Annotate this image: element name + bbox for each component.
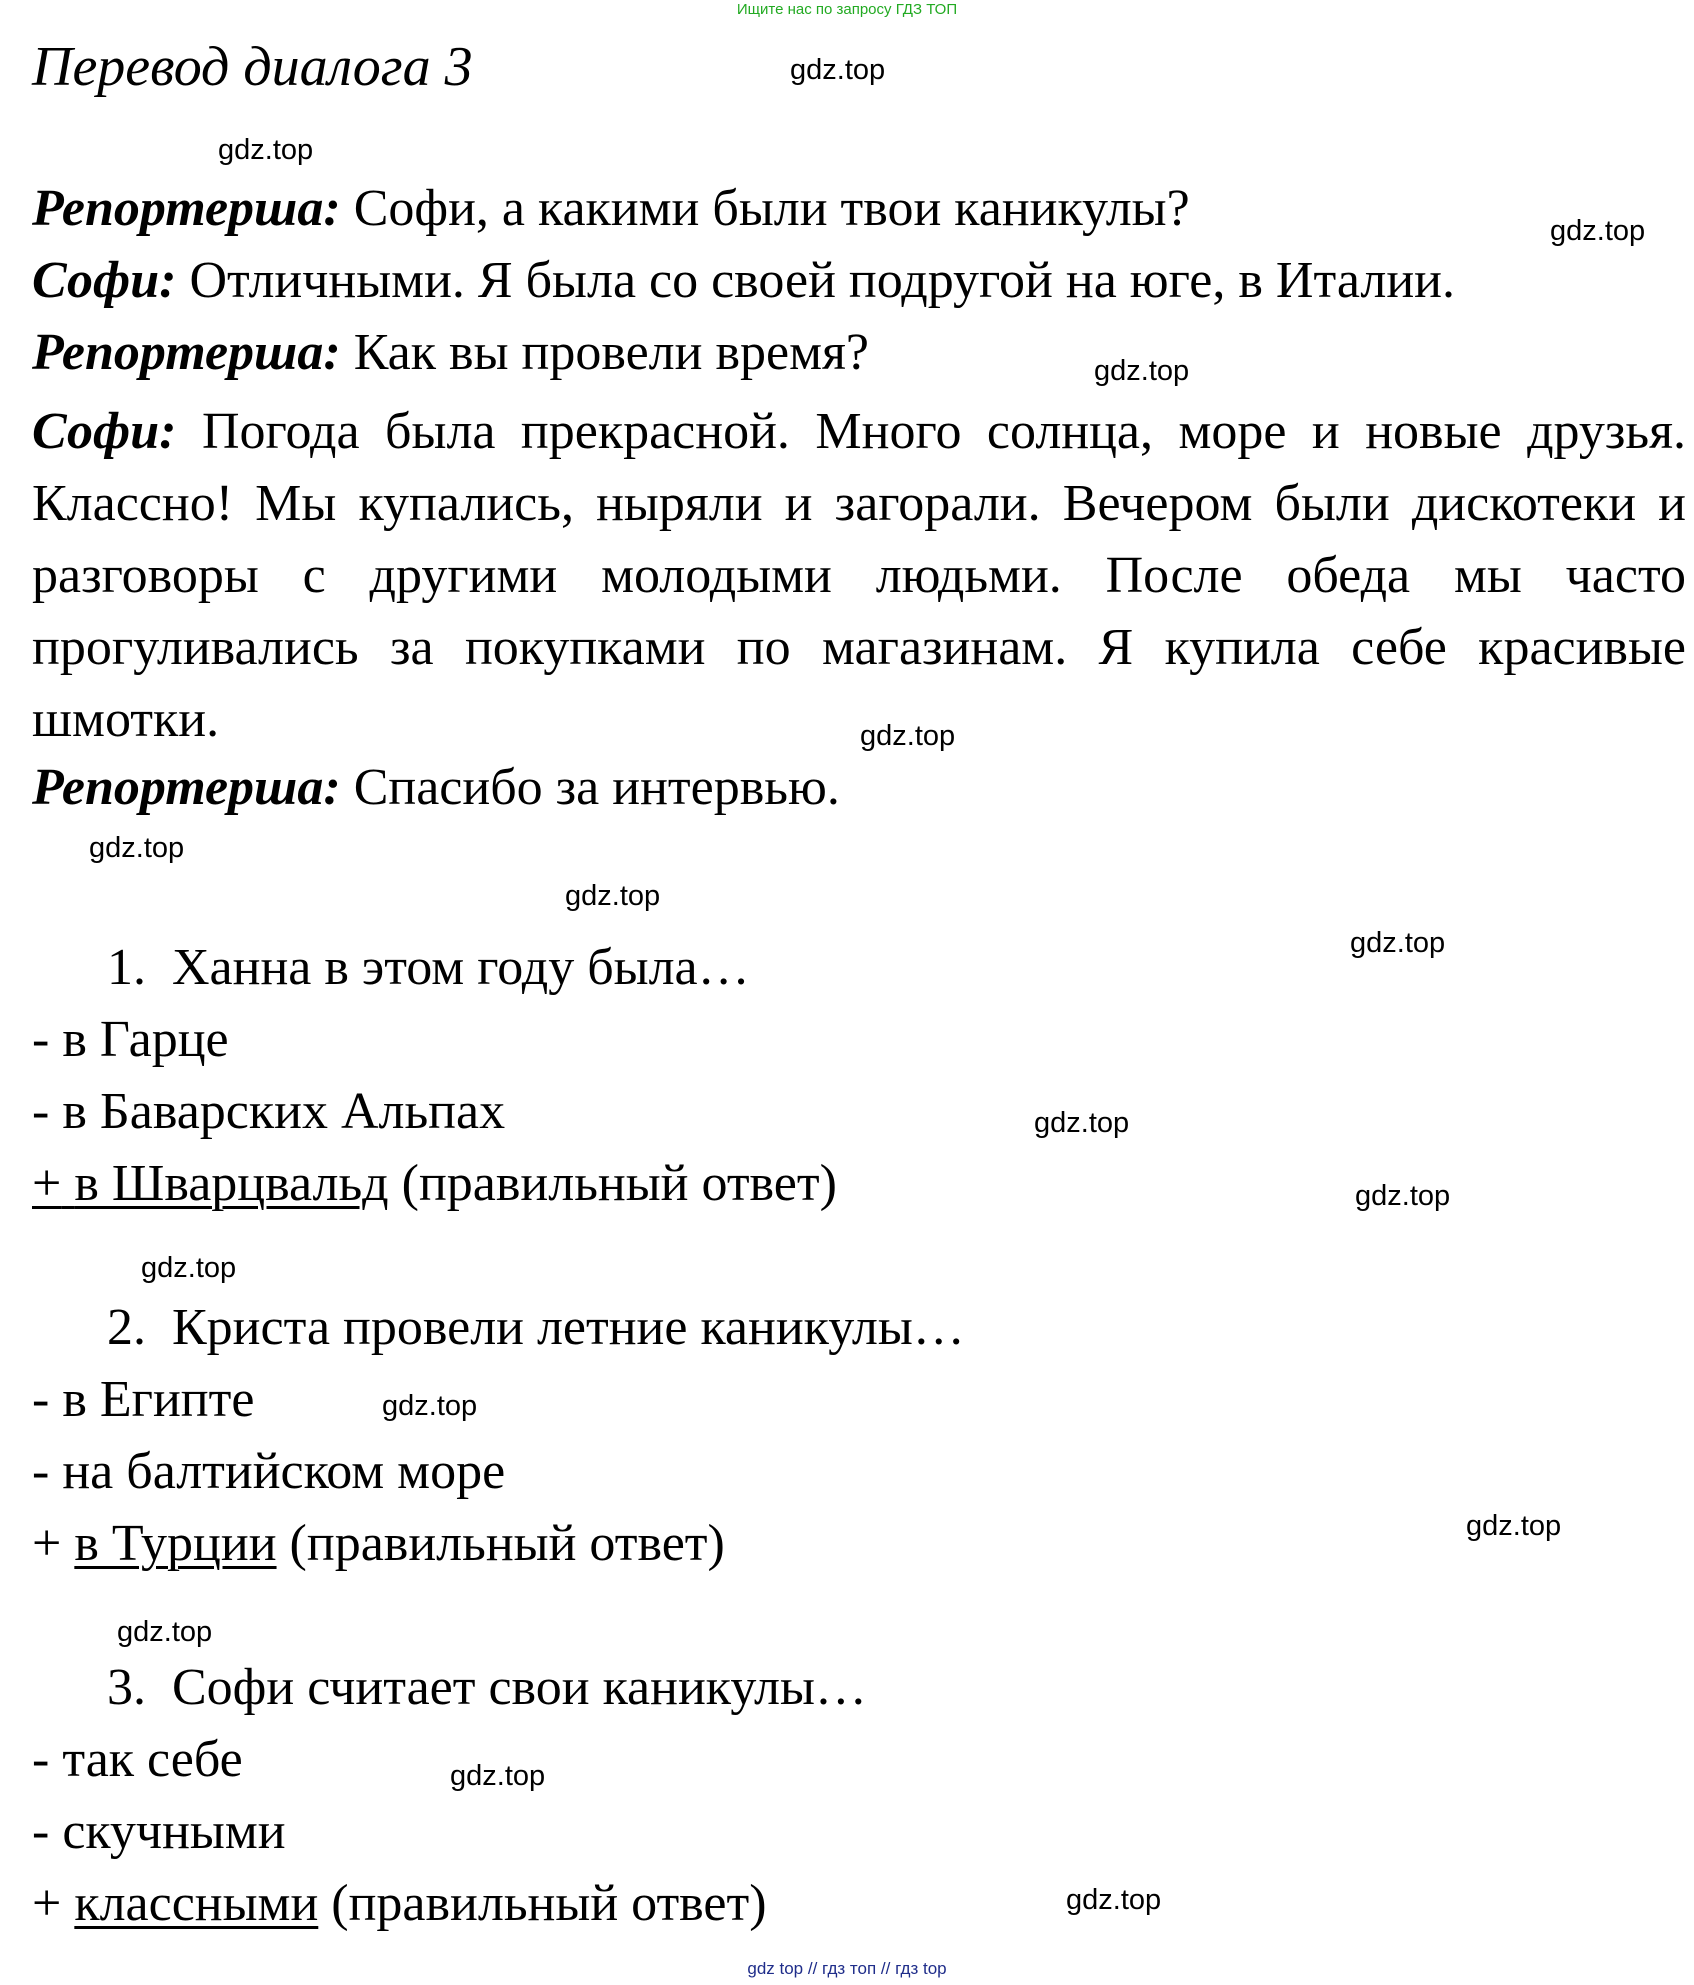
question-text: Софи считает свои каникулы… bbox=[172, 1659, 867, 1716]
question-number: 1. bbox=[107, 939, 146, 996]
question-number: 3. bbox=[107, 1659, 146, 1716]
question-text: Ханна в этом году была… bbox=[172, 939, 750, 996]
correct-answer-note: (правильный ответ) bbox=[401, 1155, 837, 1212]
watermark: gdz.top bbox=[860, 720, 956, 752]
option-marker: - bbox=[32, 1083, 50, 1140]
correct-answer-text: + в Шварцвальд bbox=[32, 1155, 389, 1212]
watermark: gdz.top bbox=[382, 1390, 478, 1422]
dialogue-line-2 bbox=[32, 245, 1686, 317]
speaker-label: Репортерша: bbox=[32, 759, 341, 816]
option-marker: - bbox=[32, 1731, 50, 1788]
correct-answer-note: (правильный ответ) bbox=[289, 1515, 725, 1572]
watermark: gdz.top bbox=[117, 1616, 213, 1648]
watermark: gdz.top bbox=[89, 832, 185, 864]
option-marker: - bbox=[32, 1803, 50, 1860]
watermark: gdz.top bbox=[1550, 215, 1646, 247]
dialogue-line-3 bbox=[32, 317, 1686, 389]
footer-separator: // bbox=[807, 1959, 818, 1978]
correct-answer-note: (правильный ответ) bbox=[331, 1875, 767, 1932]
bottom-footer bbox=[0, 1958, 1694, 1980]
option-marker: - bbox=[32, 1371, 50, 1428]
option-text: в Баварских Альпах bbox=[62, 1083, 506, 1140]
question-3 bbox=[107, 1652, 1694, 1724]
option-text: скучными bbox=[62, 1803, 286, 1860]
watermark: gdz.top bbox=[450, 1760, 546, 1792]
speaker-label: Репортерша: bbox=[32, 180, 341, 237]
watermark: gdz.top bbox=[1350, 927, 1446, 959]
watermark: gdz.top bbox=[1355, 1180, 1451, 1212]
correct-answer-marker: + bbox=[32, 1515, 62, 1572]
correct-answer-text: классными bbox=[74, 1875, 319, 1932]
dialogue-text: Софи, а какими были твои каникулы? bbox=[353, 180, 1190, 237]
dialogue-line-1 bbox=[32, 173, 1686, 245]
question-2 bbox=[107, 1292, 1694, 1364]
dialogue-line-4 bbox=[32, 396, 1686, 756]
watermark: gdz.top bbox=[1094, 355, 1190, 387]
option-text: в Египте bbox=[62, 1371, 255, 1428]
answer-option bbox=[32, 1436, 1686, 1508]
option-marker: - bbox=[32, 1011, 50, 1068]
answer-option bbox=[32, 1364, 1686, 1436]
footer-item: гдз топ bbox=[822, 1959, 877, 1978]
page-title: Перевод диалога 3 bbox=[32, 36, 473, 98]
watermark: gdz.top bbox=[1066, 1884, 1162, 1916]
dialogue-text: Спасибо за интервью. bbox=[353, 759, 840, 816]
dialogue-text: Отличными. Я была со своей подругой на юге, в Италии. bbox=[189, 252, 1455, 309]
speaker-label: Софи: bbox=[32, 252, 177, 309]
answer-option bbox=[32, 1724, 1686, 1796]
dialogue-text: Как вы провели время? bbox=[353, 324, 869, 381]
watermark: gdz.top bbox=[218, 134, 314, 166]
correct-answer bbox=[32, 1868, 1686, 1940]
option-marker: - bbox=[32, 1443, 50, 1500]
top-banner: Ищите нас по запросу ГДЗ ТОП bbox=[736, 1, 958, 18]
answer-option bbox=[32, 1004, 1686, 1076]
question-1 bbox=[107, 932, 1694, 1004]
watermark: gdz.top bbox=[790, 54, 886, 86]
correct-answer bbox=[32, 1508, 1686, 1580]
footer-item: gdz top bbox=[747, 1959, 804, 1978]
option-text: в Гарце bbox=[62, 1011, 229, 1068]
speaker-label: Репортерша: bbox=[32, 324, 341, 381]
watermark: gdz.top bbox=[141, 1252, 237, 1284]
footer-item: гдз top bbox=[895, 1959, 947, 1978]
answer-option bbox=[32, 1076, 1686, 1148]
answer-option bbox=[32, 1796, 1686, 1868]
question-number: 2. bbox=[107, 1299, 146, 1356]
option-text: на балтийском море bbox=[62, 1443, 506, 1500]
watermark: gdz.top bbox=[1034, 1107, 1130, 1139]
dialogue-text: Погода была прекрасной. Много солнца, море и новые друзья. Классно! Мы купались, ныряли и загорали. Вечером были дискотеки и разговоры с другими молодыми людьми. После обеда мы часто прогуливались за покупками по магазинам. Я купила себе красивые шмотки. bbox=[32, 403, 1687, 748]
speaker-label: Софи: bbox=[32, 403, 177, 460]
dialogue-line-5 bbox=[32, 752, 1686, 824]
watermark: gdz.top bbox=[1466, 1510, 1562, 1542]
footer-separator: // bbox=[880, 1959, 891, 1978]
correct-answer-marker: + bbox=[32, 1875, 62, 1932]
question-text: Криста провели летние каникулы… bbox=[172, 1299, 965, 1356]
correct-answer-text: в Турции bbox=[74, 1515, 277, 1572]
option-text: так себе bbox=[62, 1731, 243, 1788]
watermark: gdz.top bbox=[565, 880, 661, 912]
